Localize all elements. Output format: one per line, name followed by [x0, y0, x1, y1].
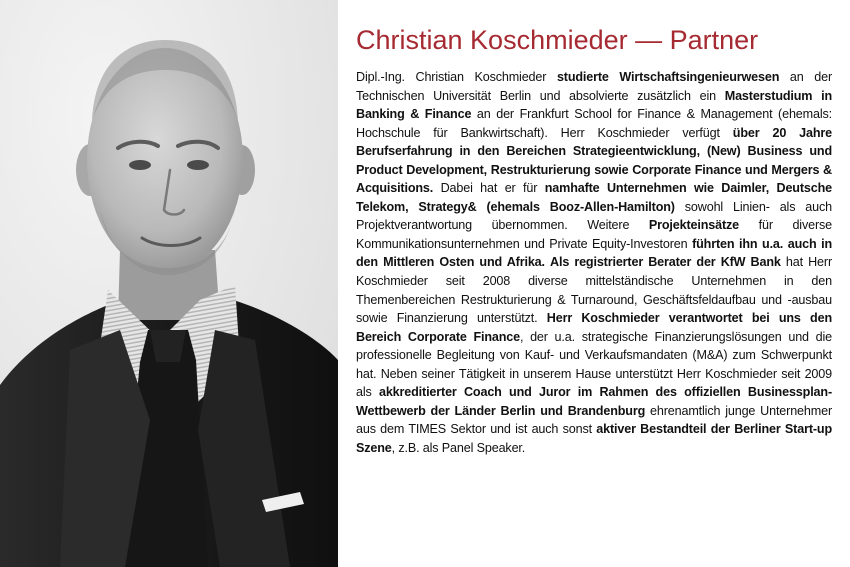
bio-highlight: akkreditierter Coach und Juror im Rahmen des offiziellen Businessplan-Wettbewerb der Länder Berlin und Brandenburg	[356, 385, 832, 418]
portrait-photo	[0, 0, 338, 567]
bio-text-segment: für diverse Kommunikationsunternehmen und Private Equity-Investoren	[356, 218, 832, 251]
bio-highlight: Projekteinsätze	[648, 218, 740, 233]
page-title: Christian Koschmieder — Partner	[356, 25, 759, 55]
bio-highlight: studierte Wirtschaftsingenieurwesen	[556, 70, 780, 84]
bio-text-segment: hat Herr Koschmieder seit 2008 diverse mittelständische Unternehmen in den Themenbereichen Restrukturierung & Turnaround, Geschäftsfeldaufbau und -ausbau sowie Finanzierung unterstützt.	[356, 255, 832, 326]
bio-highlight: Herr Koschmieder verantwortet bei uns den Bereich Corporate Finance	[356, 311, 832, 344]
bio-text-segment: , der u.a. strategische Finanzierungslösungen und die professionelle Begleitung von Kauf- und Verkaufsmandaten (M&A) zum Schwerpunkt hat. Neben seiner Tätigkeit in unserem Hause unterstützt Herr Koschmieder seit 2009 als	[356, 329, 832, 400]
bio-highlight: aktiver Bestandteil der Berliner Start-up Szene	[356, 422, 832, 455]
bio-text-segment: , z.B. als Panel Speaker.	[391, 440, 526, 455]
bio-highlight: namhafte Unternehmen wie Daimler, Deutsche Telekom, Strategy& (ehemals Booz-Allen-Hamilton)	[356, 181, 833, 214]
bio-highlight: Masterstudium in Banking & Finance	[356, 88, 832, 122]
bio-highlight: Als registrierter Berater der KfW Bank	[550, 255, 781, 270]
bio-highlight: über 20 Jahre Berufserfahrung in den Bereichen Strategieentwicklung, (New) Business und Product Development, Restrukturierung sowie Corporate Finance und Mergers & Acquisitions.	[356, 125, 833, 196]
bio-text-segment: Dipl.-Ing. Christian Koschmieder	[356, 70, 557, 84]
person-portrait-icon	[0, 0, 338, 567]
bio-text-segment: ehrenamtlich junge Unternehmer aus dem TIMES Sektor und ist auch sonst	[356, 403, 833, 437]
bio-text-segment: an der Technischen Universität Berlin und absolvierte zusätzlich ein	[356, 70, 832, 103]
bio-text-segment: an der Frankfurt School for Finance & Management (ehemals: Hochschule für Bankwirtschaft). Herr Koschmieder verfügt	[356, 107, 832, 140]
bio-paragraph	[356, 68, 832, 457]
bio-highlight: führten ihn u.a. auch in den Mittleren Osten und Afrika.	[356, 236, 832, 270]
bio-text-segment: sowohl Linien- als auch Projektverantwortung übernommen. Weitere	[356, 199, 832, 233]
bio-text-segment: Dabei hat er für	[433, 181, 545, 196]
bio-panel	[356, 22, 832, 457]
